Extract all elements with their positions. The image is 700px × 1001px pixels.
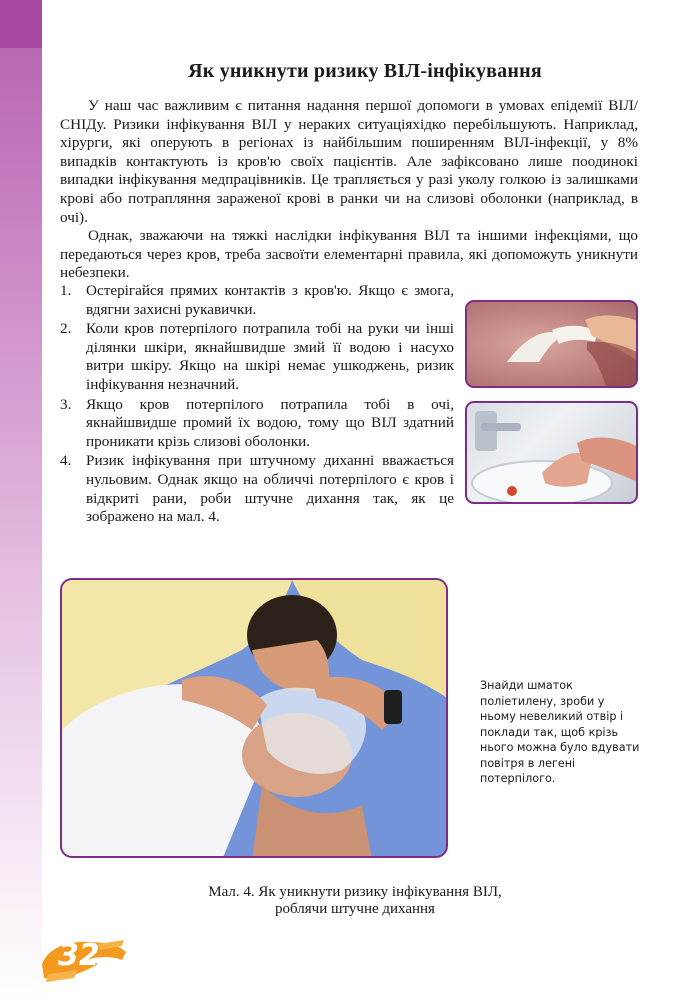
rule-text: Коли кров потерпілого потрапила тобі на руки чи інші ділянки шкіри, якнайшвидше змий її водою і насухо витри шкіру. Якщо на шкірі немає ушкоджень, ризик інфікування незначний. — [86, 320, 454, 393]
rule-number: 1. — [60, 282, 72, 299]
rule-item — [60, 396, 454, 452]
rule-number: 3. — [60, 395, 72, 413]
rule-text: Ризик інфікування при штучному диханні вважається нульовим. Однак якщо на обличчі потерпілого є кров і відкриті рани, роби штучне дихання так, як це зображено на мал. 4. — [86, 452, 454, 526]
page-number-badge — [38, 934, 128, 984]
gloves-illustration — [467, 302, 638, 388]
rule-item — [60, 282, 454, 319]
rescue-breathing-illustration — [62, 580, 448, 858]
intro-paragraph-2: Однак, зважаючи на тяжкі наслідки інфікування ВІЛ та іншими інфекціями, що передаються через кров, треба засвоїти елементарні правила, які допоможуть уникнути небезпеки. — [60, 227, 638, 282]
figure-caption — [150, 884, 560, 918]
photo-gloves — [465, 300, 638, 388]
rule-text: Якщо кров потерпілого потрапила тобі в очі, якнайшвидше промий їх водою, тому що ВІЛ здатний проникати крізь слизові оболонки. — [86, 395, 454, 450]
rule-text: Остерігайся прямих контактів з кров'ю. Якщо є змога, вдягни захисні рукавички. — [86, 282, 454, 318]
photo-hand-washing — [465, 401, 638, 504]
rule-number: 2. — [60, 320, 72, 338]
rules-list — [60, 282, 454, 528]
side-color-bar — [0, 0, 42, 1001]
figure-caption-line-1: Мал. 4. Як уникнути ризику інфікування ВІЛ, — [208, 884, 502, 900]
page-number: 32 — [58, 938, 100, 973]
figure-caption-line-2: роблячи штучне дихання — [275, 901, 435, 917]
sink-illustration — [467, 403, 638, 504]
photo-rescue-breathing — [60, 578, 448, 858]
rule-item — [60, 320, 454, 394]
side-color-bar-top — [0, 0, 42, 48]
page-title: Як уникнути ризику ВІЛ-інфікування — [188, 60, 542, 82]
intro-paragraph-1: У наш час важливим є питання надання першої допомоги в умовах епідемії ВІЛ/СНІДу. Ризики інфікування ВІЛ у нераких ситуаціяхідко перебільшують. Наприклад, хірурги, які оперують в регіонах із найбільшим поширенням ВІЛ-інфекції, у 8% випадків контактують із кров'ю своїх пацієнтів. Але зафіксовано лише поодинокі випадки інфікування медпрацівників. Це трапляється у разі уколу голкою із залишками крові або потрапляння зараженої крові в ранки чи на слизові оболонки (наприклад, в очі). — [60, 97, 638, 226]
side-caption: Знайди шматок поліетилену, зроби у ньому невеликий отвір і поклади так, щоб крізь нього можна було вдувати повітря в легені потерпілого. — [480, 679, 640, 785]
intro-text — [60, 97, 638, 283]
rule-item — [60, 452, 454, 526]
rule-number: 4. — [60, 452, 72, 470]
